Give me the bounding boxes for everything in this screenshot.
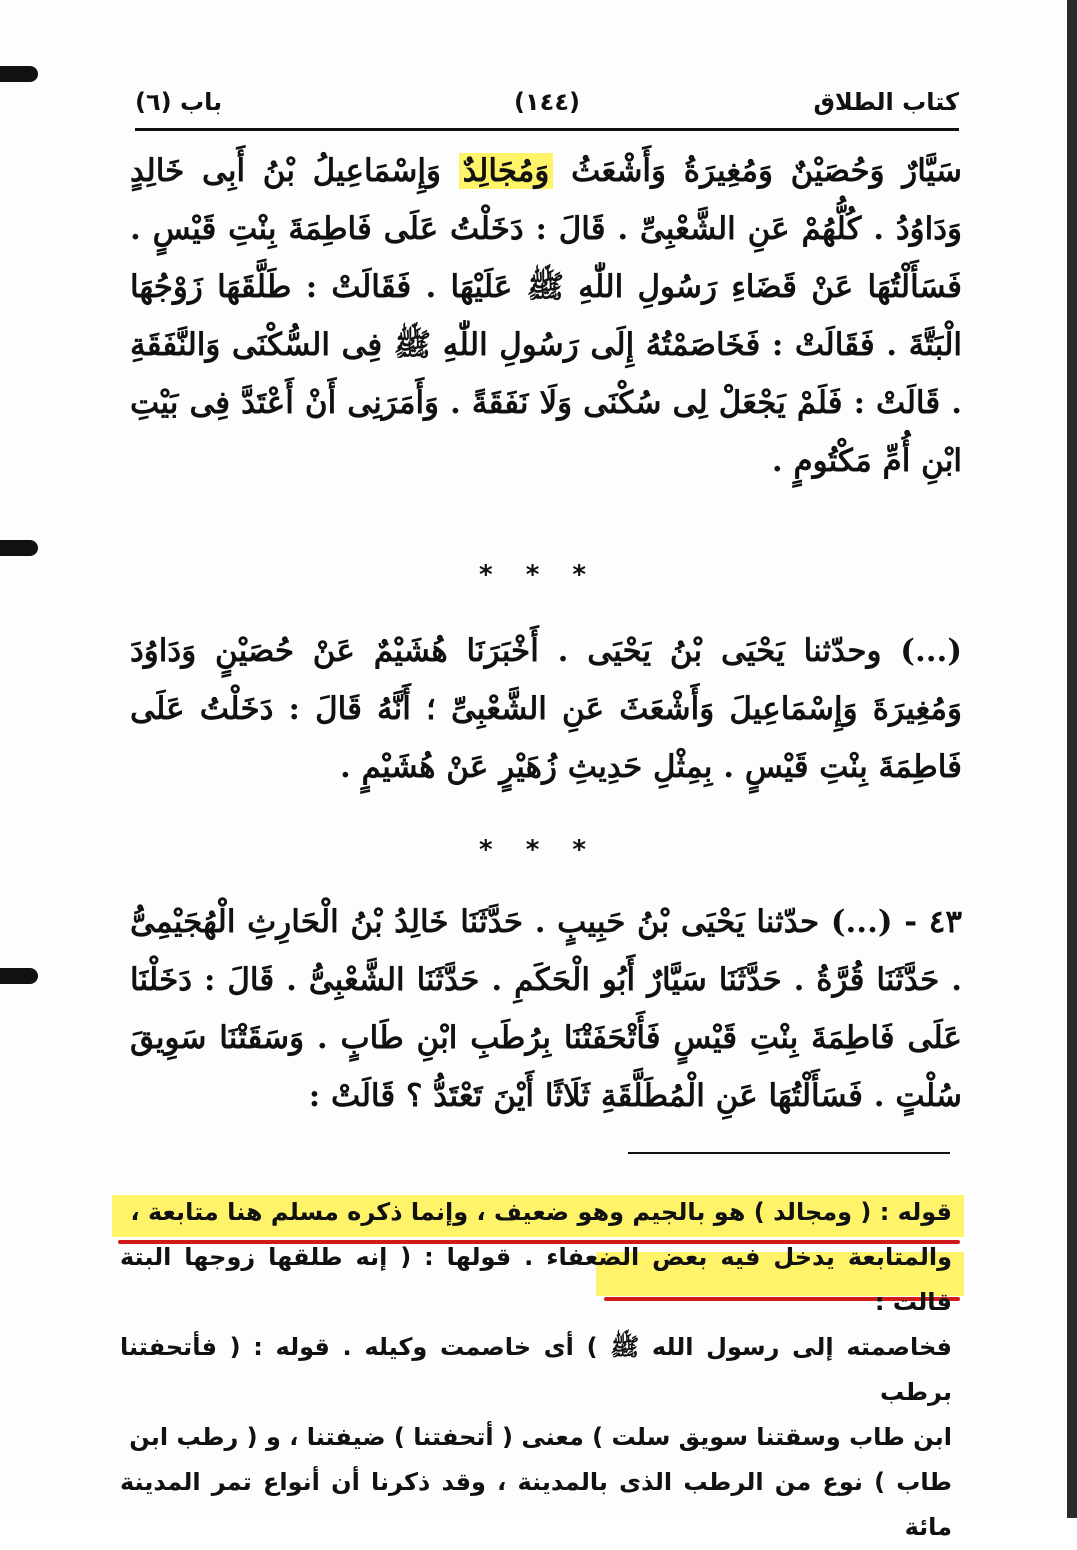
footnote-rule xyxy=(628,1152,950,1154)
hadith-paragraph-3: ٤٣ - (...) حدّثنا يَحْيَى بْنُ حَبِيبٍ . حَدَّثَنَا خَالِدُ بْنُ الْحَارِثِ الْهُجَيْمِىُّ . حَدَّثَنَا قُرَّةُ . حَدَّثَنَا سَيَّارٌ أَبُو الْحَكَمِ . حَدَّثَنَا الشَّعْبِىُّ . قَالَ : دَخَلْنَا عَلَى فَاطِمَةَ بِنْتِ قَيْسٍ فَأَتْحَفَتْنَا بِرُطَبِ ابْنِ طَابٍ . وَسَقَتْنَا سَوِيقَ سُلْتٍ . فَسَأَلْتُهَا عَنِ الْمُطَلَّقَةِ ثَلَاثًا أَيْنَ تَعْتَدُّ ؟ قَالَتْ : xyxy=(130,904,962,1114)
page-edge-shadow xyxy=(1067,0,1077,1518)
punch-hole-mark xyxy=(0,968,38,984)
running-header xyxy=(135,84,959,126)
page-number: (١٤٤) xyxy=(514,88,580,116)
footnote-line: فخاصمته إلى رسول الله ﷺ ) أى خاصمت وكيله . قوله : ( فأتحفتنا برطب xyxy=(120,1333,952,1406)
highlighted-phrase: والمتابعة يدخل فيه بعض الضعفاء xyxy=(546,1243,953,1271)
chapter-label: باب (٦) xyxy=(135,88,223,116)
text-segment: وَإِسْمَاعِيلُ بْنُ أَبِى خَالِدٍ وَدَاوُدُ . كُلُّهُمْ عَنِ الشَّعْبِىِّ . قَالَ : دَخَلْتُ عَلَى فَاطِمَةَ بِنْتِ قَيْسٍ . فَسَأَلْتُهَا عَنْ قَضَاءِ رَسُولِ اللّٰهِ ﷺ عَلَيْهَا . فَقَالَتْ : طَلَّقَهَا زَوْجُهَا الْبَتَّةَ . فَقَالَتْ : فَخَاصَمْتُهُ إِلَى رَسُولِ اللّٰهِ ﷺ فِى السُّكْنَى وَالنَّفَقَةِ . قَالَتْ : فَلَمْ يَجْعَلْ لِى سُكْنَى وَلَا نَفَقَةً . وَأَمَرَنِى أَنْ أَعْتَدَّ فِى بَيْتِ ابْنِ أُمِّ مَكْتُومٍ . xyxy=(130,153,962,479)
footnote-line: طاب ) نوع من الرطب الذى بالمدينة ، وقد ذكرنا أن أنواع تمر المدينة مائة xyxy=(120,1468,952,1541)
footnote-line: ابن طاب وسقتنا سويق سلت ) معنى ( أتحفتنا ) ضيفتنا ، و ( رطب ابن xyxy=(129,1423,952,1451)
punch-hole-mark xyxy=(0,66,38,82)
commentary-footnotes xyxy=(120,1190,952,1550)
footnote-line xyxy=(120,1235,952,1325)
hadith-paragraph-2: (...) وحدّثنا يَحْيَى بْنُ يَحْيَى . أَخْبَرَنَا هُشَيْمٌ عَنْ حُصَيْنٍ وَدَاوُدَ وَمُغِيرَةَ وَإِسْمَاعِيلَ وَأَشْعَثَ عَنِ الشَّعْبِىِّ ؛ أَنَّهُ قَالَ : دَخَلْتُ عَلَى فَاطِمَةَ بِنْتِ قَيْسٍ . بِمِثْلِ حَدِيثِ زُهَيْرٍ عَنْ هُشَيْمٍ . xyxy=(130,633,962,785)
text-segment: . قولها : ( إنه طلقها زوجها البتة قالت : xyxy=(120,1243,952,1316)
punch-hole-mark xyxy=(0,540,38,556)
highlighted-word: وَمُجَالِدٌ xyxy=(459,153,554,189)
hadith-paragraph-1 xyxy=(130,142,962,490)
section-separator: * * * xyxy=(479,835,598,865)
header-rule xyxy=(135,128,959,131)
footnote-line: قوله : ( ومجالد ) هو بالجيم وهو ضعيف ، وإنما ذكره مسلم هنا متابعة ، xyxy=(130,1198,952,1226)
book-title: كتاب الطلاق xyxy=(813,88,959,116)
text-segment: سَيَّارٌ وَحُصَيْنٌ وَمُغِيرَةُ وَأَشْعَثُ xyxy=(571,153,963,189)
section-separator: * * * xyxy=(479,560,598,590)
